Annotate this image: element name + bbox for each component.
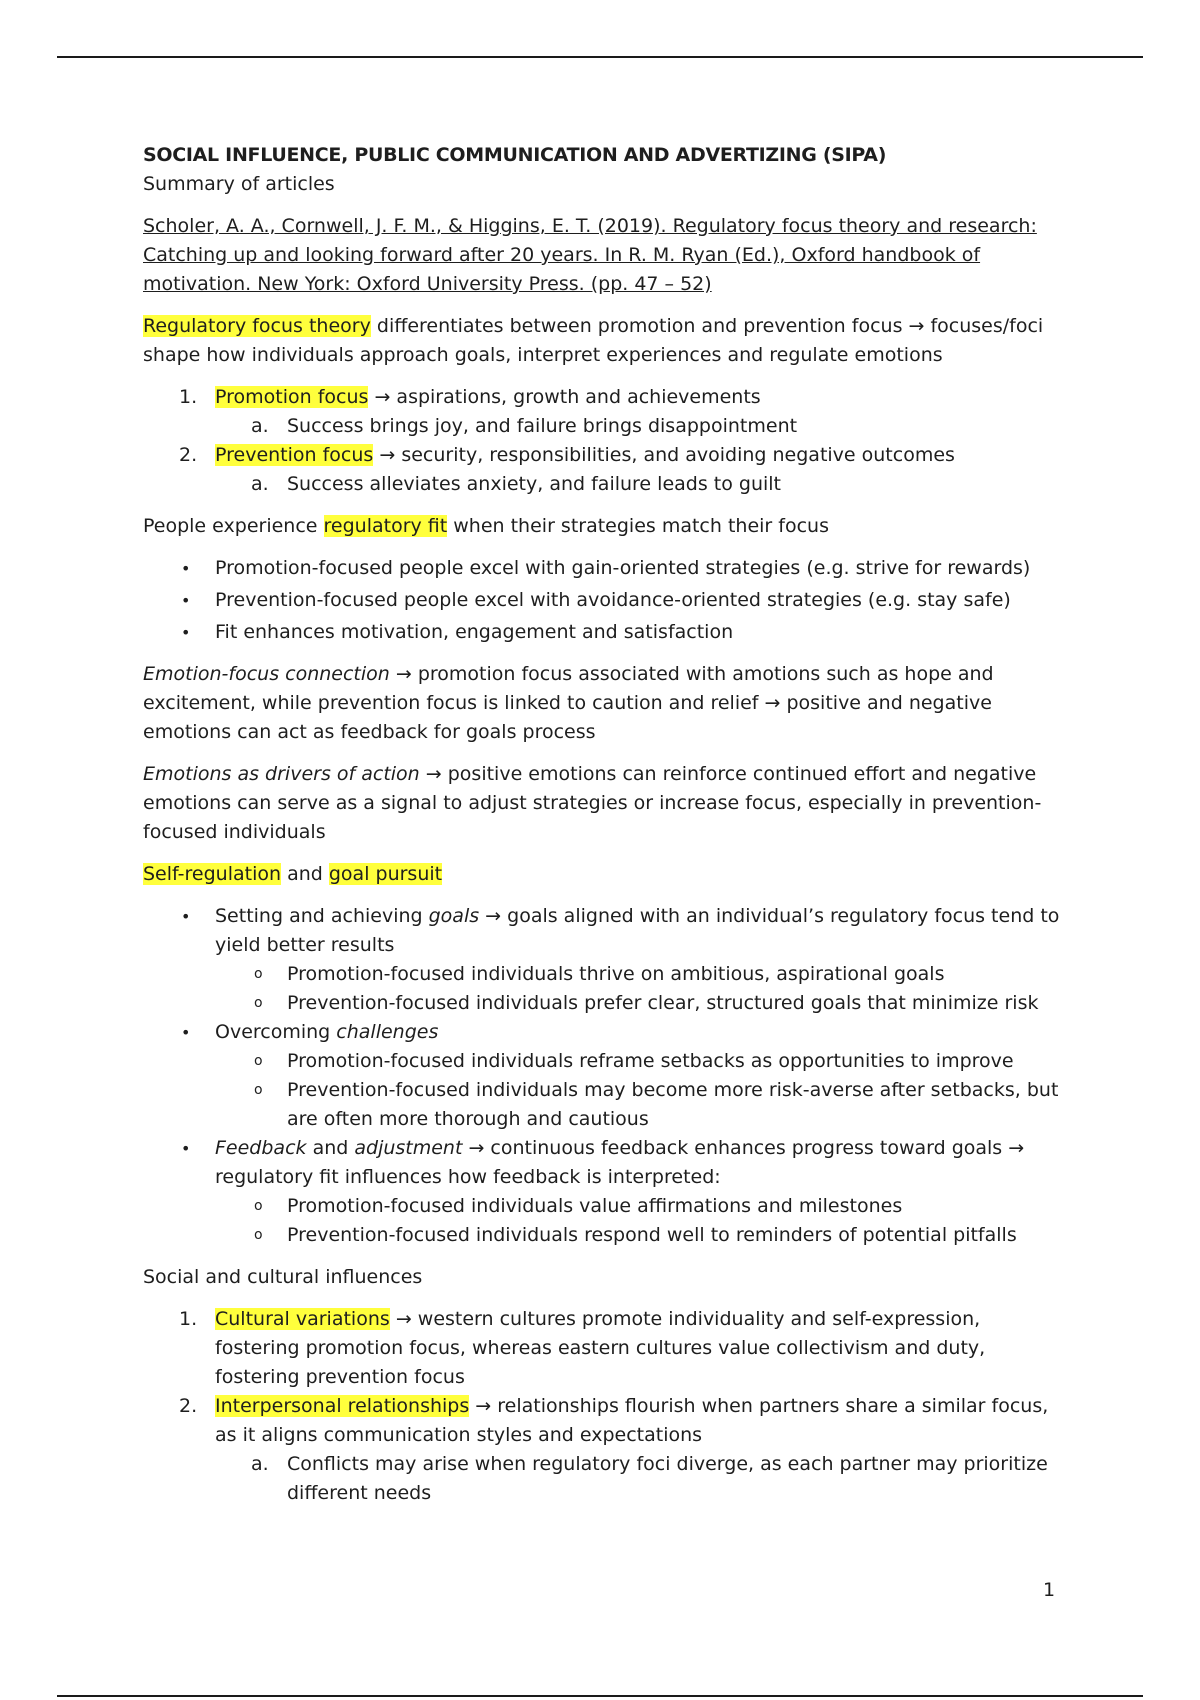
- sub-item: [143, 1221, 1063, 1250]
- emphasis-term: Feedback: [215, 1137, 307, 1159]
- list-item-text: → relationships flourish when partners share a similar focus, as it aligns communication styles and expectations: [215, 1395, 1049, 1446]
- list-number: 2.: [179, 1395, 198, 1417]
- paragraph-regulatory-focus: [143, 312, 1063, 370]
- document-title: SOCIAL INFLUENCE, PUBLIC COMMUNICATION AND ADVERTIZING (SIPA): [143, 144, 887, 166]
- fit-bullets-list: [143, 554, 1063, 647]
- circle-bullet-icon: o: [254, 995, 263, 1011]
- paragraph-text: and: [281, 863, 329, 885]
- sub-item-text: Success brings joy, and failure brings disappointment: [287, 415, 798, 437]
- highlight-prevention-focus: Prevention focus: [215, 444, 374, 466]
- paragraph-social-cultural: Social and cultural influences: [143, 1266, 423, 1288]
- paragraph-regulatory-fit: [143, 512, 1063, 541]
- list-item-text: → aspirations, growth and achievements: [368, 386, 761, 408]
- page-body: [143, 141, 1063, 1521]
- paragraph-text: differentiates between promotion and prevention focus → focuses/foci shape how individuals approach goals, interpret experiences and regulate emotions: [143, 315, 1044, 366]
- sub-item-text: Promotion-focused individuals thrive on ambitious, aspirational goals: [287, 963, 945, 985]
- sub-letter: a.: [251, 1453, 269, 1475]
- sub-item: [143, 989, 1063, 1018]
- sub-item-prevention: [143, 470, 1063, 499]
- sub-item: [143, 960, 1063, 989]
- page-number: 1: [1043, 1579, 1056, 1601]
- list-item-text: → continuous feedback enhances progress toward goals → regulatory fit influences how feedback is interpreted:: [215, 1137, 1025, 1188]
- list-number: 1.: [179, 1308, 198, 1330]
- emphasis-term: challenges: [336, 1021, 439, 1043]
- paragraph-emotion-focus: [143, 660, 1063, 747]
- emphasis-term: Emotions as drivers of action: [143, 763, 420, 785]
- list-number: 2.: [179, 444, 198, 466]
- sub-item-text: Prevention-focused individuals prefer clear, structured goals that minimize risk: [287, 992, 1039, 1014]
- list-number: 1.: [179, 386, 198, 408]
- sub-item-text: Promotion-focused individuals value affirmations and milestones: [287, 1195, 903, 1217]
- highlight-cultural-variations: Cultural variations: [215, 1308, 390, 1330]
- list-item: [143, 586, 1063, 615]
- bullet-icon: •: [181, 623, 191, 642]
- emphasis-term: Emotion-focus connection: [143, 663, 390, 685]
- bullet-icon: •: [181, 1023, 191, 1042]
- list-item-text: Overcoming: [215, 1021, 337, 1043]
- document-subtitle: Summary of articles: [143, 173, 335, 195]
- bullet-icon: •: [181, 591, 191, 610]
- paragraph-text: → positive emotions can reinforce continued effort and negative emotions can serve as a signal to adjust strategies or increase focus, especially in prevention-focused individuals: [143, 763, 1042, 843]
- list-item-cultural: [143, 1305, 1063, 1392]
- sub-item: [143, 1076, 1063, 1134]
- list-item-goals: [143, 902, 1063, 960]
- list-item-prevention: [143, 441, 1063, 470]
- sub-item-text: Prevention-focused individuals may become more risk-averse after setbacks, but are often more thorough and cautious: [287, 1079, 1059, 1130]
- paragraph-text: when their strategies match their focus: [447, 515, 829, 537]
- emphasis-term: goals: [428, 905, 480, 927]
- circle-bullet-icon: o: [254, 1053, 263, 1069]
- influences-list: [143, 1305, 1063, 1508]
- circle-bullet-icon: o: [254, 1227, 263, 1243]
- list-item: [143, 554, 1063, 583]
- list-item-text: Setting and achieving: [215, 905, 429, 927]
- sub-item: [143, 1192, 1063, 1221]
- sub-letter: a.: [251, 473, 269, 495]
- list-item-text: Fit enhances motivation, engagement and satisfaction: [215, 621, 734, 643]
- highlight-regulatory-fit: regulatory fit: [323, 515, 448, 537]
- article-reference: Scholer, A. A., Cornwell, J. F. M., & Higgins, E. T. (2019). Regulatory focus theory and research: Catching up and looking forward after 20 years. In R. M. Ryan (Ed.), Oxford handbook of motivation. New York: Oxford University Press. (pp. 47 – 52): [143, 215, 1037, 295]
- footer-rule: [57, 1695, 1143, 1697]
- highlight-self-regulation: Self-regulation: [143, 863, 282, 885]
- list-item-feedback: [143, 1134, 1063, 1192]
- list-item-interpersonal: [143, 1392, 1063, 1450]
- list-item-text: → goals aligned with an individual’s regulatory focus tend to yield better results: [215, 905, 1060, 956]
- sub-item-conflicts: [143, 1450, 1063, 1508]
- list-item-challenges: [143, 1018, 1063, 1047]
- sub-item-text: Success alleviates anxiety, and failure leads to guilt: [287, 473, 781, 495]
- list-item-text: Promotion-focused people excel with gain-oriented strategies (e.g. strive for rewards): [215, 557, 1031, 579]
- goal-pursuit-list: [143, 902, 1063, 1250]
- bullet-icon: •: [181, 907, 191, 926]
- bullet-icon: •: [181, 559, 191, 578]
- bullet-icon: •: [181, 1139, 191, 1158]
- list-item-promotion: [143, 383, 1063, 412]
- emphasis-term: adjustment: [354, 1137, 463, 1159]
- header-rule: [57, 56, 1143, 58]
- paragraph-text: People experience: [143, 515, 324, 537]
- highlight-regulatory-focus-theory: Regulatory focus theory: [143, 315, 371, 337]
- sub-item-text: Conflicts may arise when regulatory foci diverge, as each partner may prioritize different needs: [287, 1453, 1048, 1504]
- highlight-promotion-focus: Promotion focus: [215, 386, 369, 408]
- highlight-goal-pursuit: goal pursuit: [328, 863, 443, 885]
- circle-bullet-icon: o: [254, 966, 263, 982]
- sub-item-promotion: [143, 412, 1063, 441]
- list-item-text: Prevention-focused people excel with avoidance-oriented strategies (e.g. stay safe): [215, 589, 1011, 611]
- list-item: [143, 618, 1063, 647]
- focus-types-list: [143, 383, 1063, 499]
- sub-item: [143, 1047, 1063, 1076]
- circle-bullet-icon: o: [254, 1082, 263, 1098]
- circle-bullet-icon: o: [254, 1198, 263, 1214]
- sub-letter: a.: [251, 415, 269, 437]
- paragraph-self-regulation: [143, 860, 1063, 889]
- list-item-text: → security, responsibilities, and avoiding negative outcomes: [373, 444, 955, 466]
- list-item-text: and: [306, 1137, 355, 1159]
- highlight-interpersonal-relationships: Interpersonal relationships: [215, 1395, 470, 1417]
- list-item-text: → western cultures promote individuality and self-expression, fostering promotion focus, whereas eastern cultures value collectivism and duty, fostering prevention focus: [215, 1308, 986, 1388]
- paragraph-text: → promotion focus associated with amotions such as hope and excitement, while prevention focus is linked to caution and relief → positive and negative emotions can act as feedback for goals process: [143, 663, 994, 743]
- sub-item-text: Promotion-focused individuals reframe setbacks as opportunities to improve: [287, 1050, 1014, 1072]
- sub-item-text: Prevention-focused individuals respond well to reminders of potential pitfalls: [287, 1224, 1017, 1246]
- paragraph-emotions-drivers: [143, 760, 1063, 847]
